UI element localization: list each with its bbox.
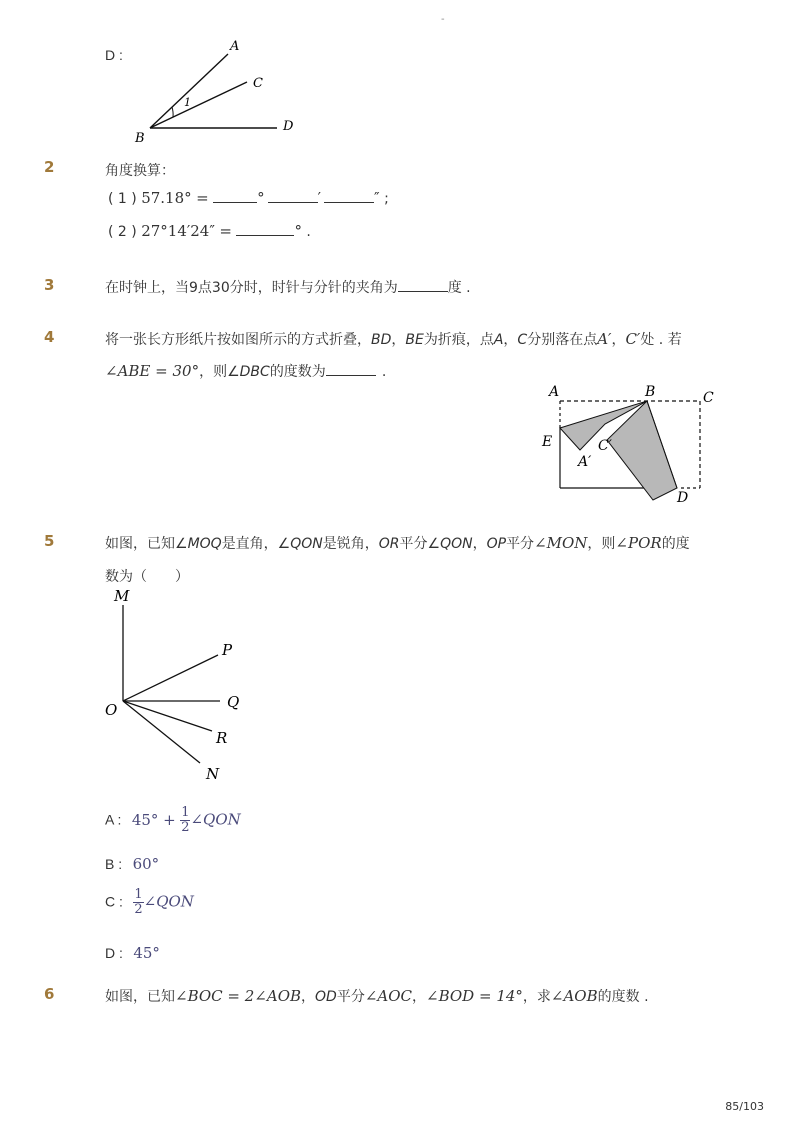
q2-part1-end: ; <box>384 191 389 207</box>
text: 平分 <box>506 536 535 552</box>
text: MOQ <box>187 536 222 552</box>
text: ∠AOB <box>550 987 598 1005</box>
label-c: C <box>703 390 714 406</box>
text: 平分∠ <box>399 536 441 552</box>
page-number: 85/103 <box>725 1100 764 1113</box>
label-a: A <box>549 384 560 400</box>
label-q: Q <box>227 693 240 711</box>
ray-bc <box>150 82 247 128</box>
label-m: M <box>114 587 130 605</box>
text: 将一张长方形纸片按如图所示的方式折叠， <box>105 332 371 348</box>
blank <box>213 190 257 203</box>
label-p: P <box>222 641 233 659</box>
blank <box>324 190 374 203</box>
text: ∠POR <box>615 534 662 552</box>
q2-part1-eq: = <box>196 189 209 207</box>
text: ， <box>472 536 487 552</box>
label-n: N <box>206 765 220 783</box>
ray-or <box>123 701 212 731</box>
option-c-tail: ∠QON <box>143 892 194 911</box>
question-number: 2 <box>44 158 55 176</box>
text: C <box>517 332 528 348</box>
text: QON <box>440 536 473 552</box>
q2-part2 <box>108 222 311 240</box>
text: ，求 <box>522 989 551 1005</box>
rays-figure <box>100 585 260 785</box>
text: ∠BOD = 14° <box>426 987 523 1005</box>
question-number: 4 <box>44 328 55 346</box>
option-a-label: A : <box>105 811 122 828</box>
text: DBC <box>239 364 270 380</box>
text: A <box>493 332 504 348</box>
text: OR <box>378 536 400 552</box>
denominator: 2 <box>134 902 143 917</box>
q3-stem-b: 度 . <box>447 280 471 296</box>
label-b: B <box>645 384 656 400</box>
label-a-prime: A′ <box>578 454 592 470</box>
label-d: D <box>677 490 689 506</box>
q4-line2 <box>105 361 386 381</box>
text: ， <box>301 989 316 1005</box>
q2-part2-end: . <box>306 224 311 240</box>
prev-angle-figure <box>125 30 315 150</box>
option-c-label: C : <box>105 893 123 910</box>
text: BD <box>371 332 392 348</box>
q3-stem <box>105 277 471 297</box>
text: C′ <box>625 330 641 348</box>
q4-line1 <box>105 329 682 349</box>
text: ∠MON <box>534 534 588 552</box>
text: 如图，已知∠ <box>105 536 188 552</box>
label-c-prime: C′ <box>598 438 612 454</box>
text: . <box>381 364 387 380</box>
q3-stem-a: 在时钟上，当9点30分时，时针与分针的夹角为 <box>105 280 398 296</box>
header-mark: - <box>441 14 445 25</box>
option-b[interactable] <box>105 855 159 873</box>
q2-part2-deg: ° <box>294 222 302 240</box>
option-d-value: 45° <box>133 944 160 962</box>
option-a-tail: ∠QON <box>190 810 241 829</box>
text: 是直角，∠ <box>221 536 291 552</box>
option-b-label: B : <box>105 856 123 872</box>
blank <box>236 223 294 236</box>
text: ∠AOC <box>364 987 413 1005</box>
numerator: 1 <box>134 887 143 902</box>
option-c[interactable] <box>105 888 194 917</box>
q5-line1 <box>105 533 690 553</box>
option-d-label: D : <box>105 945 123 961</box>
option-a-value: 45° + <box>131 810 176 829</box>
text: ， <box>611 332 626 348</box>
label-d: D <box>283 119 294 134</box>
text: ， <box>391 332 406 348</box>
option-c-fraction <box>133 888 143 917</box>
q2-part1-deg: ° <box>257 189 265 207</box>
q2-part2-prefix: ( 2 ) <box>108 224 137 240</box>
text: 的度数 . <box>597 989 649 1005</box>
question-number: 3 <box>44 276 55 294</box>
label-r: R <box>216 729 228 747</box>
label-a: A <box>230 39 240 54</box>
text: 处 . 若 <box>640 332 682 348</box>
angle-arc <box>172 107 173 117</box>
question-number: 6 <box>44 985 55 1003</box>
text: 的度 <box>661 536 690 552</box>
blank <box>326 363 376 376</box>
text: 分别落在点 <box>527 332 598 348</box>
text: ，则∠ <box>199 364 240 380</box>
blank <box>398 279 448 292</box>
q2-part2-eq: = <box>219 222 232 240</box>
text: 为折痕，点 <box>423 332 494 348</box>
q2-part1-sec: ″ <box>374 189 380 207</box>
text: 平分 <box>336 989 365 1005</box>
q2-part2-value: 27°14′24″ <box>141 222 215 240</box>
text: 是锐角， <box>322 536 379 552</box>
text: ， <box>412 989 427 1005</box>
ray-on <box>123 701 200 763</box>
text: ∠BOC = 2∠AOB <box>175 987 302 1005</box>
label-e: E <box>542 434 553 450</box>
q2-part1-value: 57.18° <box>141 189 192 207</box>
label-b: B <box>135 131 145 146</box>
blank <box>268 190 318 203</box>
option-a-fraction <box>180 806 190 835</box>
q6-stem <box>105 986 649 1006</box>
q2-part1 <box>108 189 389 207</box>
q2-stem: 角度换算： <box>105 163 175 179</box>
text: ，则 <box>587 536 616 552</box>
fold-figure <box>535 380 720 510</box>
ray-op <box>123 655 218 701</box>
option-d[interactable] <box>105 944 160 962</box>
question-number: 5 <box>44 532 55 550</box>
label-o: O <box>105 701 118 719</box>
q2-part1-prefix: ( 1 ) <box>108 191 137 207</box>
text: 的度数为 <box>269 364 326 380</box>
text: QON <box>290 536 323 552</box>
text: BE <box>405 332 424 348</box>
label-angle-1: 1 <box>184 96 191 109</box>
prev-option-d-label: D : <box>105 47 123 63</box>
ray-ba <box>150 54 228 128</box>
q5-line2: 数为（ ） <box>105 569 189 585</box>
text: OD <box>315 989 337 1005</box>
text: ， <box>503 332 518 348</box>
q2-part1-min: ′ <box>317 189 322 207</box>
denominator: 2 <box>181 820 190 835</box>
numerator: 1 <box>181 805 190 820</box>
label-c: C <box>253 76 263 91</box>
text: OP <box>486 536 507 552</box>
text: 如图，已知 <box>105 989 175 1005</box>
text: A′ <box>597 330 612 348</box>
option-a[interactable] <box>105 806 241 835</box>
option-b-value: 60° <box>132 855 160 873</box>
text: ∠ABE = 30° <box>105 362 200 380</box>
